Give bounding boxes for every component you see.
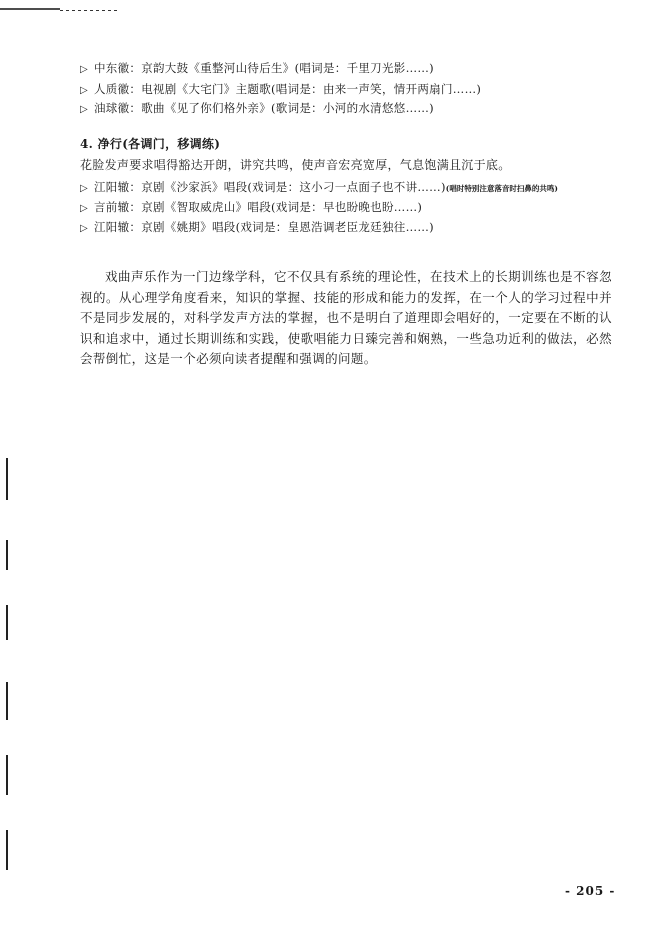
triangle-bullet-icon: ▷ xyxy=(80,85,88,96)
list-item-text: 江阳辙：京剧《姚期》唱段(戏词是：皇恩浩调老臣龙廷独往……) xyxy=(94,220,434,234)
scan-edge-mark xyxy=(6,755,8,795)
list-item-text: 中东徽：京韵大鼓《重整河山待后生》(唱词是：千里刀光影……) xyxy=(94,61,434,75)
list-item xyxy=(80,81,481,99)
list-item xyxy=(80,179,558,197)
triangle-bullet-icon: ▷ xyxy=(80,203,88,214)
scan-edge-mark xyxy=(6,458,8,500)
triangle-bullet-icon: ▷ xyxy=(80,64,88,75)
list-item-text: 人质徽：电视剧《大宅门》主题歌(唱词是：由来一声笑，情开两扇门……) xyxy=(94,82,482,96)
scan-edge-mark xyxy=(6,540,8,570)
triangle-bullet-icon: ▷ xyxy=(80,104,88,115)
list-item-text: 油球徽：歌曲《见了你们格外亲》(歌词是：小河的水清悠悠……) xyxy=(94,101,434,115)
list-item xyxy=(80,100,434,118)
scan-edge-mark xyxy=(6,682,8,720)
list-item xyxy=(80,60,434,78)
body-paragraph: 戏曲声乐作为一门边缘学科，它不仅具有系统的理论性，在技术上的长期训练也是不容忽视的。从心理学角度看来，知识的掌握、技能的形成和能力的发挥，在一个人的学习过程中并不是同步发展的，对科学发声方法的掌握，也不是明白了道理即会唱好的，一定要在不断的认识和追求中，通过长期训练和实践，使歌唱能力日臻完善和娴熟，一些急功近利的做法，必然会帮倒忙，这是一个必须向读者提醒和强调的问题。 xyxy=(80,269,612,366)
page-number: - 205 - xyxy=(565,884,616,898)
list-item xyxy=(80,219,434,237)
section-heading: 4. 净行(各调门，移调练) xyxy=(80,137,221,151)
list-item xyxy=(80,199,422,217)
list-item-text: 江阳辙：京剧《沙家浜》唱段(戏词是：这小刁一点面子也不讲……) xyxy=(94,180,446,194)
triangle-bullet-icon: ▷ xyxy=(80,223,88,234)
scan-artifact-top xyxy=(0,8,60,10)
list-item-note: (唱时特别注意落音时扫鼻的共鸣) xyxy=(445,184,558,193)
section-intro: 花脸发声要求唱得豁达开朗，讲究共鸣，使声音宏亮宽厚，气息饱满且沉于底。 xyxy=(80,158,511,172)
list-item-text: 言前辙：京剧《智取威虎山》唱段(戏词是：早也盼晚也盼……) xyxy=(94,200,423,214)
triangle-bullet-icon: ▷ xyxy=(80,183,88,194)
scan-edge-mark xyxy=(6,605,8,640)
scan-artifact-top-dashes xyxy=(60,10,120,11)
scan-edge-mark xyxy=(6,830,8,870)
